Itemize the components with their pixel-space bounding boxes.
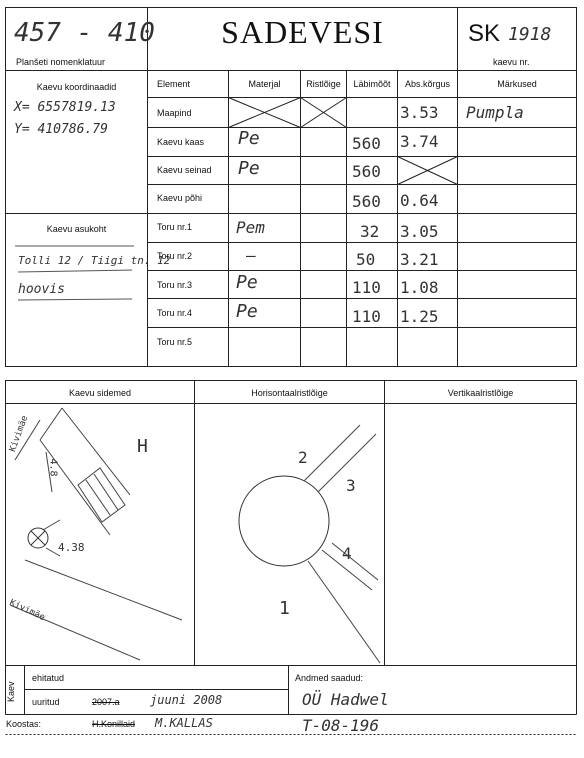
row-elevation: 3.74 — [400, 132, 439, 151]
sheet-number: 457 - 410 — [14, 18, 155, 48]
row-material: Pe — [238, 128, 260, 149]
coord-y: Y= 410786.79 — [14, 122, 108, 137]
surveyed-label: uuritud — [32, 697, 60, 707]
row-diameter: 110 — [352, 307, 381, 326]
row-elevation: 3.21 — [400, 250, 439, 269]
row-element: Maapind — [157, 108, 192, 118]
coord-x: X= 6557819.13 — [14, 100, 116, 115]
row-element: Toru nr.1 — [157, 222, 193, 232]
row-material: Pe — [236, 272, 258, 293]
row-material: — — [246, 246, 256, 265]
ties-label: Kaevu sidemed — [68, 388, 132, 398]
street-label-bottom: Kivimäe — [7, 598, 47, 624]
pipe-label-3: 3 — [346, 476, 356, 495]
pipe-label-4: 4 — [342, 544, 352, 563]
house-label: H — [137, 436, 148, 457]
form-title: SADEVESI — [221, 14, 384, 50]
compiled-struck: H.Konillaid — [92, 719, 136, 729]
footer-side-label: Kaev — [6, 681, 16, 702]
sheet-label: Planšeti nomenklatuur — [16, 57, 106, 67]
row-diameter: 560 — [352, 192, 381, 211]
row-material: Pem — [236, 218, 265, 237]
row-diameter: 32 — [360, 222, 380, 241]
row-element: Kaevu seinad — [157, 165, 212, 175]
tie-dimension-1: 4.8 — [47, 458, 59, 477]
location-label: Kaevu asukoht — [46, 224, 107, 234]
col-diameter: Läbimõõt — [353, 79, 391, 89]
row-diameter: 50 — [356, 250, 376, 269]
location-line1: Tolli 12 / Tiigi tn. 12 — [18, 254, 171, 267]
row-elevation: 3.05 — [400, 222, 439, 241]
row-element: Toru nr.3 — [157, 280, 193, 290]
location-line2: hoovis — [18, 282, 65, 297]
row-element: Kaevu kaas — [157, 137, 205, 147]
row-elevation: 1.08 — [400, 278, 439, 297]
well-number: 1918 — [508, 24, 552, 45]
row-element: Toru nr.2 — [157, 251, 193, 261]
well-prefix: SK — [468, 20, 501, 47]
row-elevation: 0.64 — [400, 191, 439, 210]
col-element: Element — [157, 79, 191, 89]
horizontal-section-label: Horisontaalristlõige — [251, 388, 328, 398]
document-number: T-08-196 — [302, 716, 380, 735]
data-source: OÜ Hadwel — [302, 690, 389, 709]
row-element: Toru nr.4 — [157, 308, 193, 318]
tie-dimension-2: 4.38 — [58, 541, 85, 554]
pipe-label-1: 1 — [279, 598, 290, 619]
pipe-label-2: 2 — [298, 448, 308, 467]
col-notes: Märkused — [497, 79, 537, 89]
coords-label: Kaevu koordinaadid — [36, 82, 117, 92]
built-label: ehitatud — [32, 673, 65, 683]
row-diameter: 560 — [352, 162, 381, 181]
street-label-top: Kivimäe — [8, 414, 31, 454]
well-number-label: kaevu nr. — [493, 57, 530, 67]
row-material: Pe — [238, 158, 260, 179]
compiled-by: M.KALLAS — [155, 716, 213, 730]
row-diameter: 560 — [352, 134, 381, 153]
row-elevation: 1.25 — [400, 307, 439, 326]
row-element: Kaevu põhi — [157, 193, 203, 203]
row-notes: Pumpla — [466, 103, 524, 122]
surveyed-struck: 2007.a — [92, 697, 120, 707]
row-element: Toru nr.5 — [157, 337, 193, 347]
compiled-label: Koostas: — [6, 719, 42, 729]
ties-sketch — [7, 408, 182, 660]
row-elevation: 3.53 — [400, 103, 439, 122]
col-section: Ristlõige — [306, 79, 341, 89]
row-diameter: 110 — [352, 278, 381, 297]
row-material: Pe — [236, 301, 258, 322]
data-source-label: Andmed saadud: — [295, 673, 364, 683]
col-elevation: Abs.kõrgus — [404, 79, 451, 89]
surveyed-date: juuni 2008 — [150, 693, 223, 707]
vertical-section-label: Vertikaalristlõige — [447, 388, 514, 398]
col-material: Materjal — [248, 79, 281, 89]
